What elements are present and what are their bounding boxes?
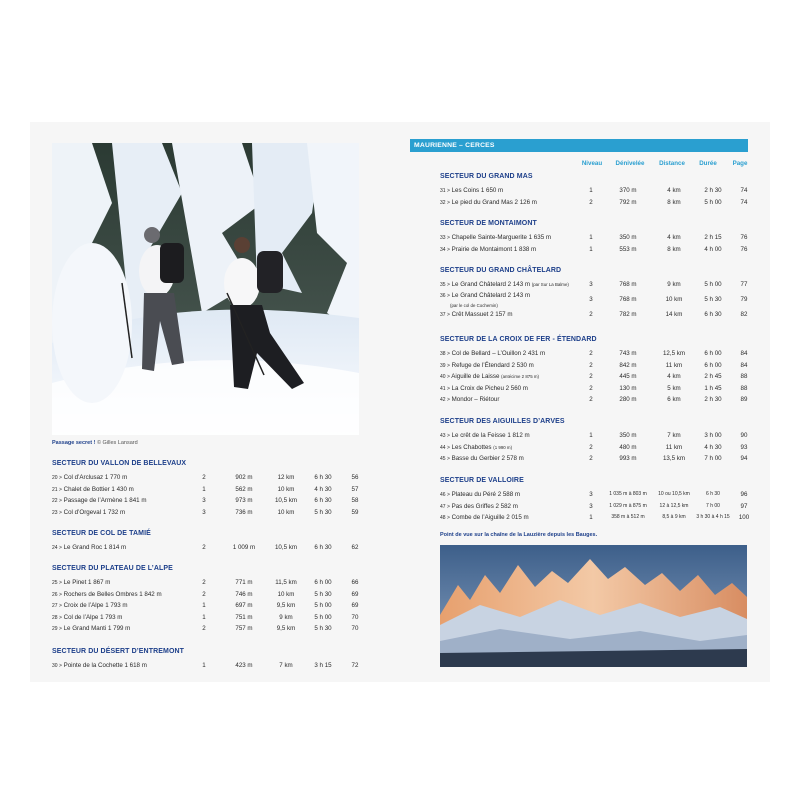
route-name (440, 291, 530, 310)
cell-page: 56 (351, 474, 359, 481)
table-row (52, 612, 372, 624)
cell-niveau: 2 (589, 443, 593, 451)
sector-entremont (52, 646, 372, 672)
cell-distance: 6 km (667, 396, 681, 404)
header-denivelee: Dénivelée (615, 160, 645, 167)
cell-page: 70 (351, 625, 359, 633)
cell-distance: 9,5 km (276, 625, 296, 633)
table-row (52, 472, 372, 484)
cell-distance: 8 km (667, 245, 681, 253)
cell-duree: 2 h 30 (704, 187, 722, 194)
cell-distance: 10 km (277, 508, 295, 516)
cell-duree: 4 h 00 (704, 245, 722, 253)
cell-denivelee: 1 035 m à 803 m (609, 491, 647, 497)
route-label: Croix de l’Alpe 1 793 m (63, 602, 128, 610)
cell-duree: 6 h 00 (314, 579, 332, 586)
route-name (52, 660, 147, 673)
route-number: 24 > (52, 545, 62, 551)
cell-duree: 7 h 00 (704, 455, 722, 463)
cell-duree: 4 h 30 (314, 485, 332, 493)
table-row (52, 542, 372, 554)
cell-page: 93 (740, 443, 748, 451)
route-label: Chalet de Bottier 1 430 m (63, 485, 134, 493)
sector-title: SECTEUR DU GRAND MAS (440, 173, 533, 180)
sector-bellevaux (52, 458, 372, 518)
route-number: 42 > (440, 397, 450, 404)
table-row (440, 394, 760, 406)
cell-distance: 9,5 km (276, 602, 296, 610)
cell-duree: 5 h 30 (314, 508, 332, 516)
cell-niveau: 1 (589, 432, 593, 439)
cell-denivelee: 782 m (619, 310, 637, 318)
sector-valloire (440, 475, 760, 524)
route-number: 35 > (440, 282, 450, 288)
route-number: 48 > (440, 515, 450, 522)
cell-page: 76 (740, 234, 748, 241)
route-note: (par Sur La Balme) (531, 282, 569, 287)
cell-duree: 6 h 30 (706, 491, 720, 497)
table-row (440, 442, 760, 454)
cell-page: 59 (351, 508, 359, 516)
cell-denivelee: 993 m (619, 455, 637, 463)
cell-duree: 6 h 00 (704, 350, 722, 357)
cell-denivelee: 768 m (619, 281, 637, 288)
cell-duree: 5 h 30 (704, 296, 722, 304)
cell-page: 88 (740, 384, 748, 392)
table-row (52, 660, 372, 672)
cell-page: 90 (740, 432, 748, 439)
cell-niveau: 2 (589, 350, 593, 357)
cell-denivelee: 358 m à 512 m (611, 514, 645, 521)
route-label: Passage de l’Armène 1 841 m (63, 497, 147, 505)
route-number: 37 > (440, 311, 450, 318)
route-number: 47 > (440, 503, 450, 510)
table-row (440, 291, 760, 309)
route-label: Pointe de la Cochette 1 618 m (63, 662, 147, 669)
sector-title: SECTEUR DU VALLON DE BELLEVAUX (52, 460, 187, 467)
cell-niveau: 3 (202, 497, 206, 505)
route-label: Pas des Griffes 2 582 m (451, 502, 518, 510)
cell-duree: 6 h 30 (314, 497, 332, 505)
sector-title: SECTEUR DE LA CROIX DE FER - ÉTENDARD (440, 336, 597, 343)
table-row (440, 430, 760, 442)
cell-page: 72 (351, 662, 359, 669)
cell-niveau: 1 (589, 245, 593, 253)
route-number: 33 > (440, 235, 450, 241)
route-number: 20 > (52, 475, 62, 481)
route-label: Le Grand Roc 1 814 m (63, 544, 127, 551)
sector-tamie (52, 528, 372, 554)
cell-page: 76 (740, 245, 748, 253)
cell-distance: 12 km (277, 474, 295, 481)
table-row (52, 577, 372, 589)
cell-denivelee: 792 m (619, 198, 637, 206)
sector-title: SECTEUR DU PLATEAU DE L’ALPE (52, 565, 173, 572)
cell-duree: 5 h 30 (314, 590, 332, 598)
route-label: Le Grand Châtelard 2 143 m (451, 281, 531, 288)
route-number: 31 > (440, 188, 450, 194)
cell-page: 69 (351, 590, 359, 598)
cell-niveau: 2 (202, 544, 206, 551)
table-row (52, 495, 372, 507)
cell-denivelee: 553 m (619, 245, 637, 253)
cell-duree: 5 h 00 (704, 198, 722, 206)
cell-denivelee: 757 m (235, 625, 253, 633)
route-label: Basse du Gerbier 2 578 m (451, 455, 524, 463)
table-row (52, 623, 372, 635)
cell-denivelee: 423 m (235, 662, 253, 669)
cell-denivelee: 130 m (619, 384, 637, 392)
sector-title: SECTEUR DE MONTAIMONT (440, 220, 537, 227)
cell-niveau: 2 (202, 474, 206, 481)
cell-distance: 10,5 km (274, 497, 297, 505)
cell-denivelee: 902 m (235, 474, 253, 481)
cell-page: 89 (740, 396, 748, 404)
route-name (52, 507, 125, 520)
cell-distance: 8,5 à 9 km (662, 514, 686, 521)
route-label: Col de Bellard – L’Ouillon 2 431 m (451, 350, 546, 357)
cell-distance: 12,5 km (662, 350, 685, 357)
route-label: Plateau du Péré 2 588 m (451, 491, 521, 498)
cell-page: 79 (740, 296, 748, 304)
cell-duree: 6 h 30 (314, 474, 332, 481)
cell-niveau: 1 (589, 187, 593, 194)
cell-niveau: 2 (589, 361, 593, 369)
table-row (440, 244, 760, 256)
cell-page: 66 (351, 579, 359, 586)
cell-niveau: 1 (202, 485, 206, 493)
sector-plateau-alpe (52, 563, 372, 635)
cell-niveau: 1 (202, 602, 206, 610)
cell-distance: 10 ou 10,5 km (658, 491, 690, 497)
route-label: Crêt Massuet 2 157 m (451, 310, 513, 318)
snowshoe-photo (52, 143, 359, 435)
route-label: Col de l’Alpe 1 793 m (63, 613, 123, 621)
table-row (440, 453, 760, 465)
cell-distance: 14 km (665, 310, 683, 318)
cell-page: 57 (351, 485, 359, 493)
cell-denivelee: 746 m (235, 590, 253, 598)
route-name (52, 542, 126, 555)
cell-niveau: 2 (589, 310, 593, 318)
cell-duree: 1 h 45 (704, 384, 722, 392)
route-note: (1 990 m) (493, 444, 513, 450)
cell-denivelee: 480 m (619, 443, 637, 451)
cell-niveau: 3 (589, 281, 593, 288)
column-headers (440, 160, 760, 170)
table-row (52, 589, 372, 601)
sector-aiguilles-arves (440, 416, 760, 465)
cell-page: 88 (740, 373, 748, 381)
route-label: Rochers de Belles Ombres 1 842 m (63, 590, 162, 598)
table-row (440, 185, 760, 197)
cell-denivelee: 350 m (619, 234, 637, 241)
cell-page: 58 (351, 497, 359, 505)
route-name (52, 623, 130, 636)
photo-caption-right: Point de vue sur la chaîne de la Lauzière depuis les Bauges. (440, 532, 598, 538)
sector-title: SECTEUR DES AIGUILLES D’ARVES (440, 418, 565, 425)
cell-distance: 8 km (667, 198, 681, 206)
route-label: Refuge de l’Étendard 2 530 m (451, 361, 534, 369)
table-row (440, 279, 760, 291)
header-duree: Durée (699, 160, 717, 167)
table-row (52, 484, 372, 496)
cell-distance: 10 km (277, 590, 295, 598)
cell-distance: 9 km (667, 281, 681, 288)
cell-niveau: 3 (202, 508, 206, 516)
route-label: Prairie de Montaimont 1 838 m (451, 245, 537, 253)
table-row (440, 232, 760, 244)
route-label: Mondor – Riétour (451, 396, 500, 404)
cell-duree: 5 h 00 (314, 613, 332, 621)
table-row (440, 371, 760, 383)
cell-page: 82 (740, 310, 748, 318)
cell-duree: 3 h 15 (314, 662, 332, 669)
cell-page: 100 (738, 514, 750, 522)
table-row (440, 309, 760, 321)
cell-niveau: 3 (589, 502, 593, 510)
route-label: Les Chabottes (451, 443, 492, 451)
cell-duree: 5 h 30 (314, 625, 332, 633)
route-number: 27 > (52, 603, 62, 610)
route-label: Col d’Orgeval 1 732 m (63, 508, 126, 516)
cell-denivelee: 743 m (619, 350, 637, 357)
cell-distance: 7 km (279, 662, 293, 669)
cell-niveau: 2 (202, 590, 206, 598)
route-number: 38 > (440, 351, 450, 357)
route-name (440, 244, 536, 257)
route-number: 40 > (440, 374, 450, 381)
cell-niveau: 3 (589, 296, 593, 304)
route-note: (antécime 2 875 m) (501, 374, 539, 380)
cell-denivelee: 1 009 m (232, 544, 256, 551)
route-number: 30 > (52, 663, 62, 669)
cell-page: 70 (351, 613, 359, 621)
cell-niveau: 2 (589, 396, 593, 404)
cell-denivelee: 751 m (235, 613, 253, 621)
cell-distance: 4 km (667, 373, 681, 381)
route-number: 36 > (440, 292, 450, 299)
route-label: Le Pinet 1 867 m (63, 579, 111, 586)
cell-page: 74 (740, 198, 748, 206)
route-number: 26 > (52, 591, 62, 598)
cell-distance: 9 km (279, 613, 293, 621)
cell-niveau: 3 (589, 491, 593, 498)
route-number: 34 > (440, 246, 450, 253)
route-label: Col d’Arclusaz 1 770 m (63, 474, 128, 481)
cell-distance: 4 km (667, 234, 681, 241)
route-label: La Croix de Picheu 2 560 m (451, 384, 528, 392)
cell-duree: 5 h 00 (704, 281, 722, 288)
table-row (52, 507, 372, 519)
table-row (440, 501, 760, 513)
sector-title: SECTEUR DE VALLOIRE (440, 477, 524, 484)
header-niveau: Niveau (581, 160, 603, 167)
cell-duree: 5 h 00 (314, 602, 332, 610)
cell-niveau: 1 (202, 613, 206, 621)
cell-duree: 2 h 30 (704, 396, 722, 404)
route-number: 22 > (52, 498, 62, 505)
route-number: 41 > (440, 385, 450, 392)
route-number: 39 > (440, 362, 450, 369)
caption-credit: © Gilles Lansard (96, 440, 138, 446)
table-row (440, 197, 760, 209)
sector-montaimont (440, 218, 760, 255)
table-row (440, 383, 760, 395)
route-label: Le Grand Manti 1 799 m (63, 625, 131, 633)
cell-duree: 6 h 30 (704, 310, 722, 318)
cell-duree: 2 h 45 (704, 373, 722, 381)
sector-title: SECTEUR DU GRAND CHÂTELARD (440, 267, 562, 274)
header-page: Page (732, 160, 748, 167)
cell-duree: 6 h 00 (704, 361, 722, 369)
cell-distance: 11,5 km (275, 579, 297, 586)
cell-page: 84 (740, 361, 748, 369)
table-row (440, 348, 760, 360)
cell-duree: 3 h 00 (704, 432, 722, 439)
route-label: Aiguille de Laisse (451, 373, 500, 381)
cell-distance: 7 km (667, 432, 681, 439)
cell-distance: 11 km (665, 443, 683, 451)
cell-denivelee: 768 m (619, 296, 637, 304)
cell-distance: 13,5 km (662, 455, 685, 463)
cell-denivelee: 370 m (619, 187, 637, 194)
cell-denivelee: 697 m (235, 602, 253, 610)
cell-denivelee: 736 m (235, 508, 253, 516)
cell-niveau: 2 (589, 373, 593, 381)
route-label: Le pied du Grand Mas 2 126 m (451, 198, 537, 206)
cell-duree: 6 h 30 (314, 544, 332, 551)
cell-distance: 10 km (277, 485, 295, 493)
sector-croix-de-fer (440, 334, 760, 406)
cell-page: 74 (740, 187, 748, 194)
cell-page: 62 (351, 544, 359, 551)
cell-niveau: 1 (589, 234, 593, 241)
cell-page: 97 (740, 502, 748, 510)
region-band: MAURIENNE – CERCES (410, 139, 748, 152)
route-number: 44 > (440, 444, 450, 451)
header-distance: Distance (659, 160, 685, 167)
cell-distance: 12 à 12,5 km (659, 502, 689, 509)
cell-niveau: 1 (589, 514, 593, 522)
sector-grand-mas (440, 171, 760, 208)
table-row (440, 489, 760, 501)
route-number: 46 > (440, 492, 450, 498)
route-label: Combe de l’Aiguille 2 015 m (451, 514, 529, 522)
route-name (440, 309, 512, 322)
cell-page: 77 (740, 281, 748, 288)
table-row (440, 360, 760, 372)
route-number: 32 > (440, 199, 450, 206)
mountain-photo (440, 545, 747, 667)
cell-distance: 5 km (667, 384, 681, 392)
route-number: 23 > (52, 509, 62, 516)
cell-duree: 2 h 15 (704, 234, 722, 241)
cell-duree: 4 h 30 (704, 443, 722, 451)
cell-niveau: 2 (589, 455, 593, 463)
route-name (440, 197, 537, 210)
route-name (440, 512, 529, 525)
route-label: Les Coins 1 650 m (451, 187, 504, 194)
route-name (440, 394, 499, 407)
cell-niveau: 2 (202, 625, 206, 633)
cell-niveau: 2 (589, 384, 593, 392)
cell-page: 69 (351, 602, 359, 610)
cell-page: 84 (740, 350, 748, 357)
cell-denivelee: 562 m (235, 485, 253, 493)
route-number: 45 > (440, 456, 450, 463)
route-number: 43 > (440, 433, 450, 439)
cell-denivelee: 445 m (619, 373, 637, 381)
route-number: 28 > (52, 614, 62, 621)
table-row (440, 512, 760, 524)
cell-duree: 3 h 30 à 4 h 15 (696, 514, 730, 521)
cell-denivelee: 280 m (619, 396, 637, 404)
cell-distance: 10 km (665, 296, 683, 304)
route-number: 25 > (52, 580, 62, 586)
cell-page: 94 (740, 455, 748, 463)
route-label: Chapelle Sainte-Marguerite 1 635 m (451, 234, 552, 241)
cell-denivelee: 350 m (619, 432, 637, 439)
cell-distance: 10,5 km (274, 544, 297, 551)
cell-distance: 4 km (667, 187, 681, 194)
sector-title: SECTEUR DE COL DE TAMIÉ (52, 530, 151, 537)
sector-grand-chatelard (440, 265, 760, 320)
caption-text: Passage secret ! (52, 440, 96, 446)
route-number: 29 > (52, 626, 62, 633)
route-label: Le crêt de la Feisse 1 812 m (451, 432, 530, 439)
route-name (440, 453, 524, 466)
sector-title: SECTEUR DU DÉSERT D’ENTREMONT (52, 648, 185, 655)
cell-denivelee: 842 m (619, 361, 637, 369)
route-number: 21 > (52, 486, 62, 493)
cell-denivelee: 771 m (235, 579, 253, 586)
photo-caption-left (52, 440, 138, 446)
route-label: Le Grand Châtelard 2 143 m (451, 291, 531, 299)
cell-distance: 11 km (665, 361, 683, 369)
route-note: (par le col de Cochemin) (450, 302, 498, 308)
table-row (52, 600, 372, 612)
cell-niveau: 1 (202, 662, 206, 669)
cell-denivelee: 1 029 m à 875 m (609, 502, 647, 509)
cell-denivelee: 973 m (235, 497, 253, 505)
cell-duree: 7 h 00 (706, 502, 720, 509)
cell-page: 96 (740, 491, 748, 498)
cell-niveau: 2 (589, 198, 593, 206)
cell-niveau: 2 (202, 579, 206, 586)
